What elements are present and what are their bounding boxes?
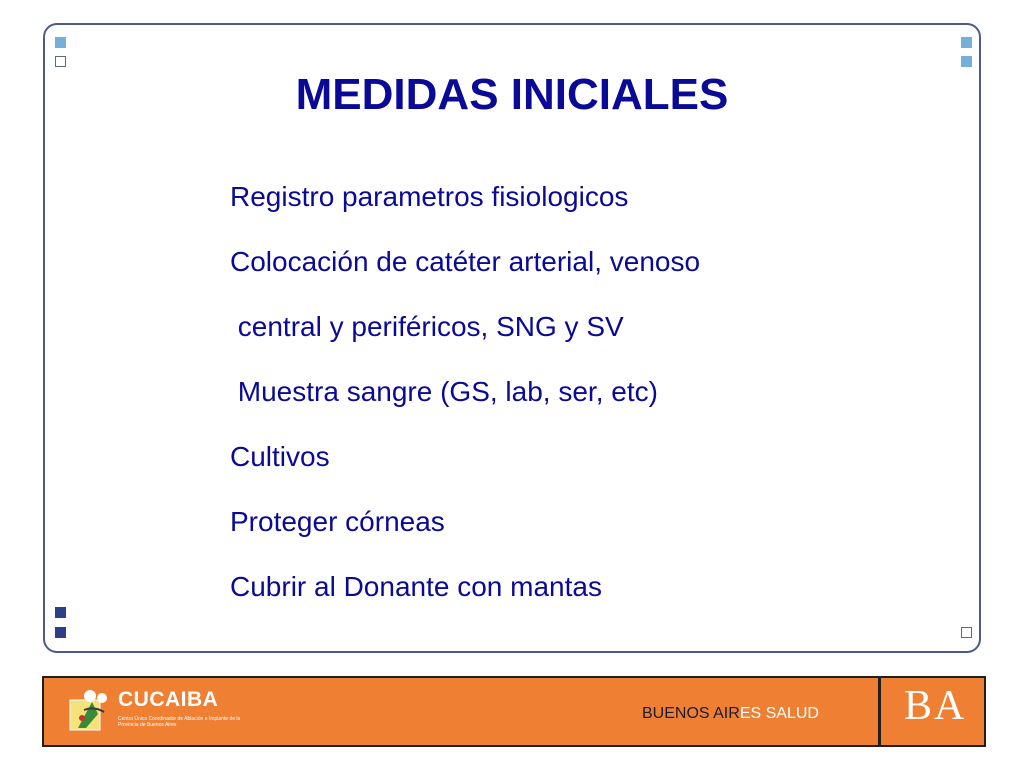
- list-item: Registro parametros fisiologicos: [230, 181, 629, 212]
- corner-square-icon: [961, 56, 972, 67]
- brand-text: [642, 705, 819, 723]
- corner-square-icon: [55, 607, 66, 618]
- footer-bar: [42, 676, 986, 747]
- corner-square-outline-icon: [55, 56, 66, 67]
- measures-list: [230, 177, 700, 632]
- brand-part-2: ES SALUD: [739, 705, 819, 722]
- list-item: Cubrir al Donante con mantas: [230, 571, 602, 602]
- slide-title: MEDIDAS INICIALES: [295, 70, 729, 119]
- footer-divider: [878, 678, 881, 745]
- list-item: Proteger córneas: [230, 506, 445, 537]
- cucaiba-logo-icon: [68, 688, 112, 732]
- corner-square-icon: [55, 37, 66, 48]
- cucaiba-logo: [68, 688, 268, 738]
- corner-square-outline-icon: [961, 627, 972, 638]
- corner-square-icon: [55, 627, 66, 638]
- ba-mark: BA: [904, 683, 967, 729]
- corner-square-icon: [961, 37, 972, 48]
- list-item: Muestra sangre (GS, lab, ser, etc): [230, 376, 658, 407]
- list-item: central y periféricos, SNG y SV: [230, 311, 624, 342]
- logo-name: CUCAIBA: [118, 688, 219, 711]
- list-item: Colocación de catéter arterial, venoso: [230, 246, 701, 277]
- logo-subtitle: Centro Único Coordinador de Ablación e Implante de la Provincia de Buenos Aires: [118, 716, 241, 728]
- brand-part-1: BUENOS AIR: [642, 705, 740, 722]
- list-item: Cultivos: [230, 441, 330, 472]
